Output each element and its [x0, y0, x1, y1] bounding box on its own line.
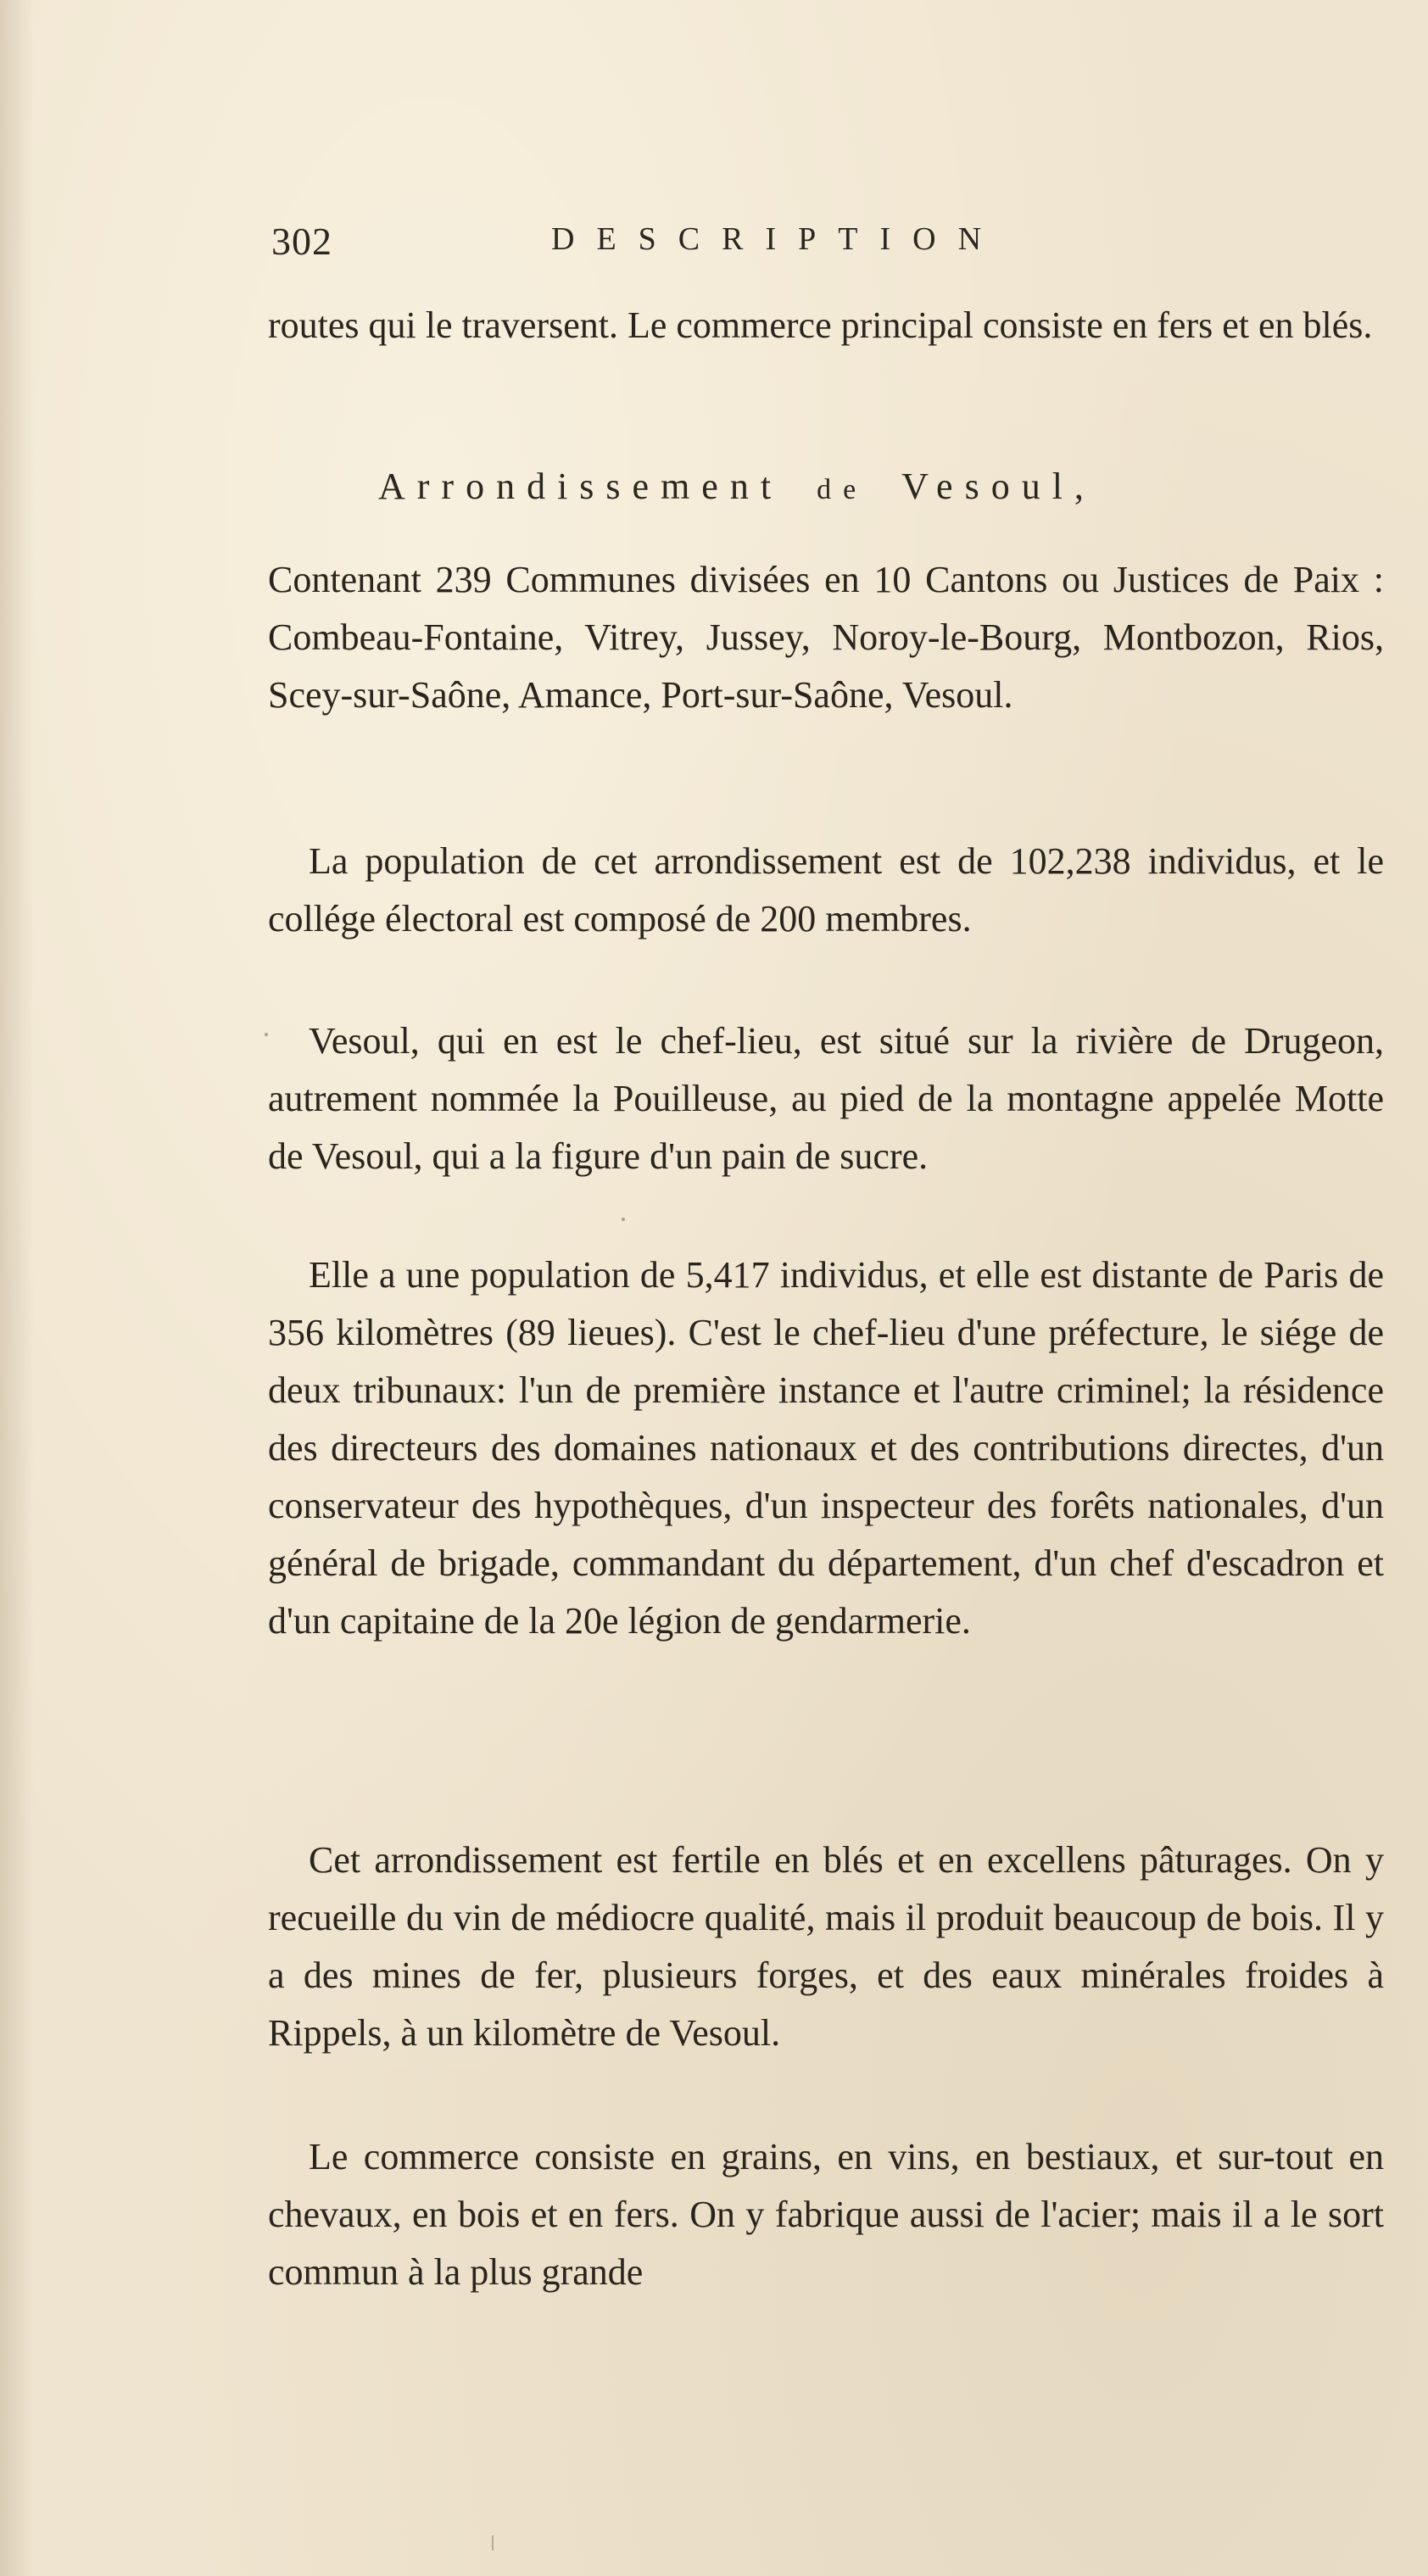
ink-speck: [265, 1033, 268, 1036]
paragraph-vesoul: [268, 1012, 1384, 1185]
heading-word-arrondissement: Arrondissement: [378, 466, 784, 507]
paragraph-text: Vesoul, qui en est le chef-lieu, est situé sur la rivière de Drugeon, autrement nommée la Pouilleuse, au pied de la montagne appelée Motte de Vesoul, qui a la figure d'un pain de sucre.: [268, 1020, 1384, 1177]
paragraph-text: Cet arrondissement est fertile en blés et en excellens pâturages. On y recueille du vin de médiocre qualité, mais il produit beaucoup de bois. Il y a des mines de fer, plusieurs forges, et des eaux minérales froides à Rippels, à un kilomètre de Vesoul.: [268, 1839, 1384, 2054]
intro-paragraph: [268, 297, 1384, 354]
page-header: [271, 219, 1145, 270]
heading-word-de: de: [817, 474, 868, 505]
page-number: 302: [271, 220, 332, 263]
paragraph-commerce: [268, 2128, 1384, 2301]
intro-text: routes qui le traversent. Le commerce principal consiste en fers et en blés.: [268, 304, 1373, 346]
paragraph-text: La population de cet arrondissement est de 102,238 individus, et le collége électoral est composé de 200 membres.: [268, 840, 1384, 940]
paragraph-text: Elle a une population de 5,417 individus, et elle est distante de Paris de 356 kilomètres (89 lieues). C'est le chef-lieu d'une préfecture, le siége de deux tribunaux: l'un de première instance et l'autre criminel; la résidence des directeurs des domaines nationaux et des contributions directes, d'un conservateur des hypothèques, d'un inspecteur des forêts nationales, d'un général de brigade, commandant du département, d'un chef d'escadron et d'un capitaine de la 20e légion de gendarmerie.: [268, 1254, 1384, 1642]
page-gutter-shadow: [0, 0, 34, 2576]
heading-word-vesoul: Vesoul,: [901, 466, 1096, 507]
paragraph-population: [268, 833, 1384, 948]
paragraph-agriculture: [268, 1832, 1384, 2062]
ink-speck: [622, 1218, 625, 1221]
running-title: DESCRIPTION: [551, 221, 1004, 257]
paragraph-institutions: [268, 1246, 1384, 1650]
paragraph-text: Contenant 239 Communes divisées en 10 Cantons ou Justices de Paix : Combeau-Fontaine, Vitrey, Jussey, Noroy-le-Bourg, Montbozon, Rios, Scey-sur-Saône, Amance, Port-sur-Saône, Vesoul.: [268, 559, 1384, 716]
paragraph-text: Le commerce consiste en grains, en vins, en bestiaux, et sur-tout en chevaux, en bois et en fers. On y fabrique aussi de l'acier; mais il a le sort commun à la plus grande: [268, 2136, 1384, 2293]
section-heading: [378, 465, 1096, 508]
paragraph-cantons: [268, 551, 1384, 724]
ink-speck: [492, 2535, 494, 2551]
